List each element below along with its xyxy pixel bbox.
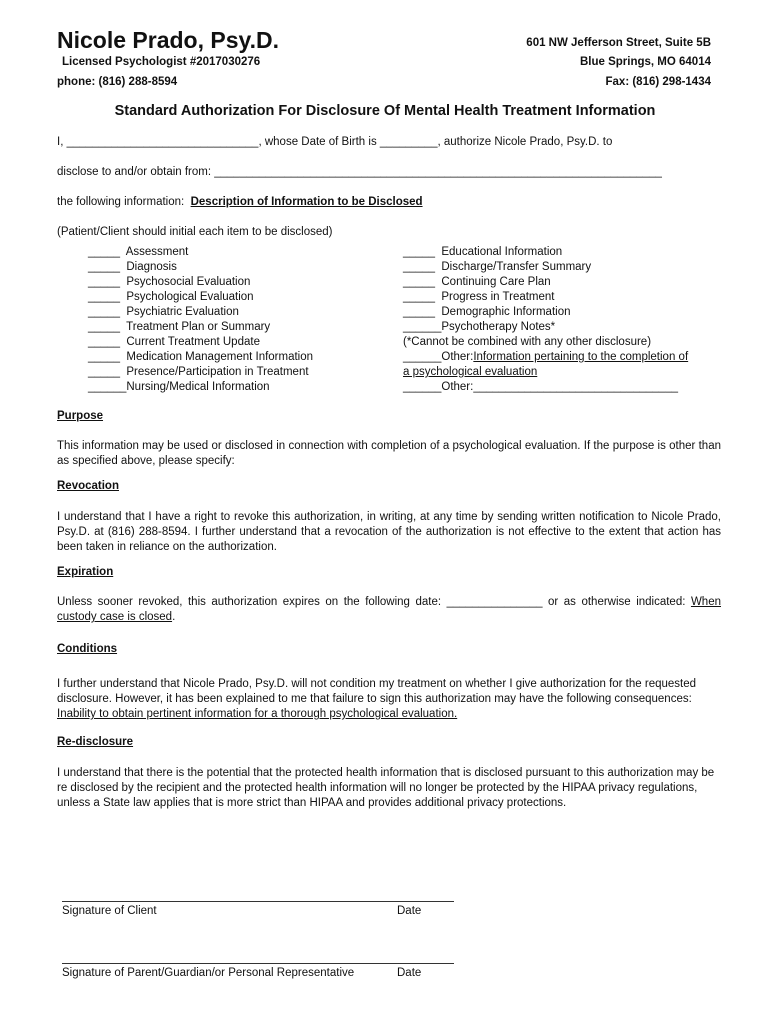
disclosure-right-item[interactable]: _____ Progress in Treatment <box>403 291 555 303</box>
provider-name: Nicole Prado, Psy.D. <box>57 27 279 53</box>
expiration-text-end: . <box>172 611 176 623</box>
disclosure-left-item[interactable]: _____ Assessment <box>88 246 189 258</box>
other-item-1-text: Information pertaining to the completion of <box>473 351 689 363</box>
revocation-heading: Revocation <box>57 480 119 492</box>
other-item-2[interactable]: ______Other:________________________________ <box>403 381 678 393</box>
disclosure-left-item[interactable]: _____ Psychiatric Evaluation <box>88 306 239 318</box>
other-item-1-blank[interactable]: ______Other: <box>403 351 474 363</box>
other-item-1-text-cont: a psychological evaluation <box>403 366 538 378</box>
conditions-heading: Conditions <box>57 643 118 655</box>
expiration-text <box>57 595 721 625</box>
client-signature-line[interactable] <box>62 901 454 902</box>
conditions-consequence: Inability to obtain pertinent information for a thorough psychological evaluation. <box>57 708 458 720</box>
disclosure-left-item[interactable]: _____ Presence/Participation in Treatment <box>88 366 309 378</box>
document-title: Standard Authorization For Disclosure Of Mental Health Treatment Information <box>114 103 656 119</box>
disclosure-left-item[interactable]: _____ Diagnosis <box>88 261 177 273</box>
expiration-heading: Expiration <box>57 566 114 578</box>
client-signature-label: Signature of Client <box>62 905 157 917</box>
information-label: the following information: <box>57 196 185 208</box>
expiration-text-main: Unless sooner revoked, this authorization expires on the following date: _______________ or as otherwise indicated: <box>57 596 686 608</box>
disclosure-right-item[interactable]: ______Psychotherapy Notes* <box>403 321 556 333</box>
conditions-text <box>57 677 721 722</box>
disclosure-left-item[interactable]: _____ Treatment Plan or Summary <box>88 321 271 333</box>
representative-signature-line[interactable] <box>62 963 454 964</box>
authorization-line-recipient[interactable]: disclose to and/or obtain from: ______________________________________________________________________ <box>57 166 662 178</box>
representative-signature-label: Signature of Parent/Guardian/or Personal Representative <box>62 967 355 979</box>
disclosure-left-item[interactable]: _____ Current Treatment Update <box>88 336 260 348</box>
redisclosure-heading: Re-disclosure <box>57 736 134 748</box>
information-line <box>57 196 423 208</box>
disclosure-left-item[interactable]: ______Nursing/Medical Information <box>88 381 270 393</box>
phone-number: phone: (816) 288-8594 <box>57 76 178 88</box>
representative-date-label: Date <box>397 967 422 979</box>
license-number: Licensed Psychologist #2017030276 <box>62 56 261 68</box>
disclosure-right-item[interactable]: _____ Continuing Care Plan <box>403 276 551 288</box>
disclosure-right-item[interactable]: _____ Demographic Information <box>403 306 571 318</box>
initial-instruction: (Patient/Client should initial each item to be disclosed) <box>57 226 333 238</box>
fax-number: Fax: (816) 298-1434 <box>605 76 711 88</box>
client-date-label: Date <box>397 905 422 917</box>
conditions-text-main: I further understand that Nicole Prado, Psy.D. will not condition my treatment on whether I give authorization for the requested disclosure. However, it has been explained to me that failure to sign this authorization may have the following consequences: <box>57 678 697 705</box>
disclosure-left-item[interactable]: _____ Psychological Evaluation <box>88 291 254 303</box>
expiration-condition: When custody case is closed <box>57 596 721 623</box>
purpose-heading: Purpose <box>57 410 104 422</box>
disclosure-right-item: (*Cannot be combined with any other disclosure) <box>403 336 652 348</box>
authorization-line-patient[interactable]: I, ______________________________, whose Date of Birth is _________, authorize Nicole Prado, Psy.D. to <box>57 136 613 148</box>
disclosure-right-item[interactable]: _____ Educational Information <box>403 246 563 258</box>
left-items-list <box>88 245 313 395</box>
other-item-1[interactable] <box>403 350 688 365</box>
information-description-heading: Description of Information to be Disclosed <box>190 196 423 208</box>
street-address: 601 NW Jefferson Street, Suite 5B <box>526 37 711 49</box>
city-state-zip: Blue Springs, MO 64014 <box>579 56 711 68</box>
revocation-text: I understand that I have a right to revoke this authorization, in writing, at any time by sending written notification to Nicole Prado, Psy.D. at (816) 288-8594. I further understand that a revocation of the authorization is not effective to the extent that action has been taken in reliance on the authorization. <box>57 511 721 553</box>
redisclosure-text: I understand that there is the potential that the protected health information that is disclosed pursuant to this authorization may be re disclosed by the recipient and the protected health information will no longer be protected by the HIPAA privacy regulations, unless a State law applies that is more strict than HIPAA and provides additional privacy protections. <box>57 767 715 809</box>
disclosure-right-item[interactable]: _____ Discharge/Transfer Summary <box>403 261 592 273</box>
purpose-text: This information may be used or disclosed in connection with completion of a psychological evaluation. If the purpose is other than as specified above, please specify: <box>57 440 721 467</box>
right-items-list <box>403 245 688 395</box>
disclosure-left-item[interactable]: _____ Psychosocial Evaluation <box>88 276 251 288</box>
disclosure-left-item[interactable]: _____ Medication Management Information <box>88 351 314 363</box>
